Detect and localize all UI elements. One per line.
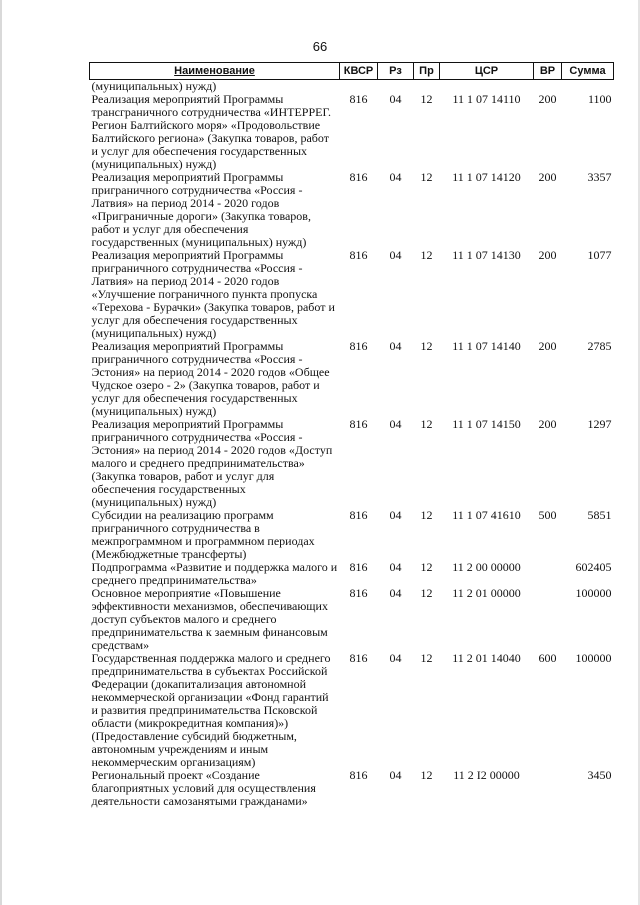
cell-sum: 100000 xyxy=(575,651,612,665)
cell-rz: 04 xyxy=(389,651,402,665)
cell-kvsr: 816 xyxy=(349,651,368,665)
header-pr: Пр xyxy=(414,63,440,80)
cell-pr xyxy=(414,80,440,94)
table-row xyxy=(90,509,614,561)
cell-pr: 12 xyxy=(420,651,433,665)
cell-name: Реализация мероприятий Программы приграничного сотрудничества «Россия - Эстония» на период 2014 - 2020 годов «Доступ малого и среднего предпринимательства» (Закупка товаров, работ и услуг для обеспечения государственных (муниципальных) нужд) xyxy=(91,417,333,509)
cell-sum: 1100 xyxy=(587,92,612,106)
cell-pr: 12 xyxy=(420,417,433,431)
page-number: 66 xyxy=(312,39,328,54)
cell-kvsr: 816 xyxy=(349,339,368,353)
cell-sum xyxy=(562,80,614,94)
cell-pr: 12 xyxy=(420,170,433,184)
cell-rz: 04 xyxy=(389,248,402,262)
table-row xyxy=(90,171,614,249)
cell-sum: 3450 xyxy=(587,768,612,782)
cell-pr: 12 xyxy=(420,560,433,574)
cell-pr: 12 xyxy=(420,768,433,782)
table-row xyxy=(90,418,614,509)
cell-csr: 11 1 07 41610 xyxy=(452,508,521,522)
scan-edge-left xyxy=(0,0,2,905)
cell-rz: 04 xyxy=(389,417,402,431)
header-rz: Рз xyxy=(378,63,414,80)
cell-pr: 12 xyxy=(420,508,433,522)
table-row xyxy=(90,652,614,769)
cell-name: Реализация мероприятий Программы трансграничного сотрудничества «ИНТЕРРЕГ. Регион Балтийского моря» «Продовольствие Балтийского региона» (Закупка товаров, работ и услуг для обеспечения государственных (муниципальных) нужд) xyxy=(91,92,332,171)
cell-kvsr: 816 xyxy=(349,560,368,574)
cell-vr: 600 xyxy=(538,651,557,665)
cell-sum: 5851 xyxy=(587,508,612,522)
cell-csr: 11 2 I2 00000 xyxy=(453,768,520,782)
cell-vr xyxy=(534,80,562,94)
cell-pr: 12 xyxy=(420,339,433,353)
cell-sum: 1077 xyxy=(587,248,612,262)
cell-rz: 04 xyxy=(389,586,402,600)
cell-sum: 100000 xyxy=(575,586,612,600)
cell-kvsr: 816 xyxy=(349,586,368,600)
cell-kvsr: 816 xyxy=(349,170,368,184)
header-vr: ВР xyxy=(534,63,562,80)
cell-csr: 11 1 07 14120 xyxy=(452,170,521,184)
cell-csr: 11 1 07 14110 xyxy=(452,92,521,106)
header-kvsr: КВСР xyxy=(340,63,378,80)
cell-vr: 200 xyxy=(538,92,557,106)
budget-table xyxy=(89,62,614,808)
cell-rz xyxy=(378,80,414,94)
cell-vr xyxy=(534,769,562,808)
cell-name: Субсидии на реализацию программ приграничного сотрудничества в межпрограммном и программном периодах (Межбюджетные трансферты) xyxy=(91,508,315,561)
cell-rz: 04 xyxy=(389,560,402,574)
header-sum: Сумма xyxy=(562,63,614,80)
table-row xyxy=(90,80,614,94)
cell-rz: 04 xyxy=(389,170,402,184)
cell-pr: 12 xyxy=(420,586,433,600)
cell-csr: 11 1 07 14140 xyxy=(452,339,521,353)
header-name: Наименование xyxy=(90,63,340,80)
cell-name: Реализация мероприятий Программы приграничного сотрудничества «Россия - Латвия» на период 2014 - 2020 годов «Приграничные дороги» (Закупка товаров, работ и услуг для обеспечения государственных (муниципальных) нужд) xyxy=(91,170,311,249)
cell-vr xyxy=(534,561,562,587)
table-row xyxy=(90,587,614,652)
cell-kvsr: 816 xyxy=(349,508,368,522)
cell-sum: 1297 xyxy=(587,417,612,431)
cell-csr: 11 1 07 14130 xyxy=(452,248,521,262)
cell-csr: 11 2 01 14040 xyxy=(452,651,521,665)
cell-sum: 602405 xyxy=(575,560,612,574)
cell-rz: 04 xyxy=(389,768,402,782)
table-row xyxy=(90,249,614,340)
cell-csr: 11 2 00 00000 xyxy=(452,560,521,574)
table-header-row xyxy=(90,63,614,80)
table-row xyxy=(90,93,614,171)
cell-kvsr: 816 xyxy=(349,248,368,262)
cell-name: Государственная поддержка малого и среднего предпринимательства в субъектах Российской Федерации (докапитализация автономной некоммерческой организации «Фонд гарантий и развития предпринимательства Псковской области (микрокредитная компания)») (Предоставление субсидий бюджетным, автономным учреждениям и иным некоммерческим организациям) xyxy=(91,651,331,769)
cell-rz: 04 xyxy=(389,508,402,522)
cell-pr: 12 xyxy=(420,92,433,106)
header-csr: ЦСР xyxy=(440,63,534,80)
cell-vr xyxy=(534,587,562,652)
cell-csr xyxy=(440,80,534,94)
cell-rz: 04 xyxy=(389,339,402,353)
cell-sum: 3357 xyxy=(587,170,612,184)
cell-csr: 11 2 01 00000 xyxy=(452,586,521,600)
cell-name: Основное мероприятие «Повышение эффективности механизмов, обеспечивающих доступ субъектов малого и среднего предпринимательства к заемным финансовым средствам» xyxy=(91,586,328,652)
table-body xyxy=(90,80,614,809)
cell-csr: 11 1 07 14150 xyxy=(452,417,521,431)
cell-vr: 500 xyxy=(538,508,557,522)
cell-rz: 04 xyxy=(389,92,402,106)
cell-kvsr xyxy=(340,80,378,94)
cell-name: Подпрограмма «Развитие и поддержка малого и среднего предпринимательства» xyxy=(91,560,338,587)
cell-kvsr: 816 xyxy=(349,768,368,782)
cell-name: Реализация мероприятий Программы приграничного сотрудничества «Россия - Эстония» на период 2014 - 2020 годов «Общее Чудское озеро - 2» (Закупка товаров, работ и услуг для обеспечения государственных (муниципальных) нужд) xyxy=(91,339,330,418)
cell-name: (муниципальных) нужд) xyxy=(91,79,217,93)
cell-vr: 200 xyxy=(538,417,557,431)
cell-kvsr: 816 xyxy=(349,417,368,431)
cell-sum: 2785 xyxy=(587,339,612,353)
cell-name: Реализация мероприятий Программы приграничного сотрудничества «Россия - Латвия» на период 2014 - 2020 годов «Улучшение пограничного пункта пропуска «Терехова - Бурачки» (Закупка товаров, работ и услуг для обеспечения государственных (муниципальных) нужд) xyxy=(91,248,335,340)
cell-name: Региональный проект «Создание благоприятных условий для осуществления деятельности самозанятыми гражданами» xyxy=(91,768,316,808)
cell-vr: 200 xyxy=(538,248,557,262)
table-row xyxy=(90,340,614,418)
table-row xyxy=(90,769,614,808)
cell-vr: 200 xyxy=(538,170,557,184)
cell-vr: 200 xyxy=(538,339,557,353)
cell-kvsr: 816 xyxy=(349,92,368,106)
cell-pr: 12 xyxy=(420,248,433,262)
table-row xyxy=(90,561,614,587)
